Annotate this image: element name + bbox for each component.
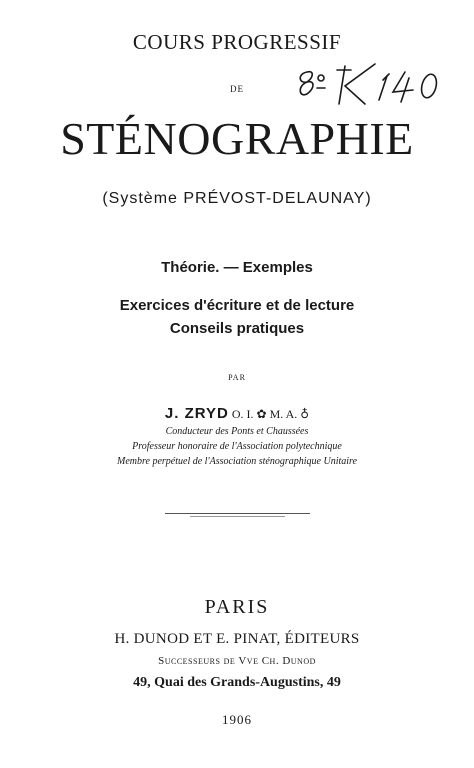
imprint-year: 1906: [222, 712, 252, 727]
author-name: J. ZRYD: [164, 405, 229, 422]
imprint-publishers: H. DUNOD ET E. PINAT, ÉDITEURS: [114, 631, 360, 647]
divider-rule: [165, 513, 310, 514]
imprint-city: PARIS: [204, 596, 270, 618]
divider-rule: [190, 516, 285, 517]
handwritten-shelfmark: [295, 58, 445, 108]
main-title: STÉNOGRAPHIE: [60, 113, 414, 164]
contents-line-2: Exercices d'écriture et de lecture: [119, 297, 355, 314]
system-subtitle: (Système PRÉVOST-DELAUNAY): [102, 190, 372, 207]
series-heading: COURS PROGRESSIF: [132, 30, 342, 54]
imprint-successors: Successeurs de Vve Ch. Dunod: [158, 655, 316, 667]
author-credential: Professeur honoraire de l'Association polytechnique: [132, 441, 342, 452]
title-connector: DE: [230, 84, 244, 94]
author-credential: Membre perpétuel de l'Association sténographique Unitaire: [117, 456, 357, 467]
contents-line-1: Théorie. — Exemples: [161, 259, 313, 276]
contents-line-3: Conseils pratiques: [169, 320, 305, 337]
author-line: [0, 405, 474, 423]
author-honours: O. I. ✿ M. A. ♁: [228, 407, 310, 421]
by-label: PAR: [228, 373, 246, 382]
imprint-address: 49, Quai des Grands-Augustins, 49: [133, 675, 341, 690]
author-credential: Conducteur des Ponts et Chaussées: [165, 426, 309, 437]
